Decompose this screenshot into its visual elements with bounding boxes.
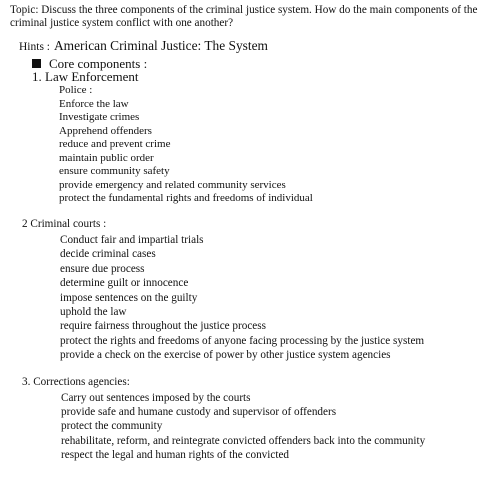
list-item: ensure community safety (59, 165, 170, 178)
list-item: maintain public order (59, 151, 154, 164)
list-item: provide safe and humane custody and supervisor of offenders (61, 406, 337, 419)
section-law-enforcement-list (59, 84, 313, 206)
section-criminal-courts-list (60, 233, 424, 363)
list-item: determine guilt or innocence (60, 277, 189, 290)
list-item: Enforce the law (59, 97, 129, 110)
list-item: require fairness throughout the justice process (60, 320, 266, 333)
list-item: uphold the law (60, 306, 127, 319)
hints-label: Hints : (19, 41, 50, 53)
list-item: protect the rights and freedoms of anyone facing processing by the justice system (60, 334, 425, 347)
section-criminal-courts-heading: 2 Criminal courts : (22, 218, 107, 230)
square-bullet-icon (32, 59, 41, 68)
list-item: Investigate crimes (59, 111, 140, 124)
section-law-enforcement-heading: 1. Law Enforcement (32, 69, 139, 84)
list-item: respect the legal and human rights of the convicted (61, 448, 290, 461)
section-corrections-heading: 3. Corrections agencies: (22, 376, 130, 388)
list-item: reduce and prevent crime (59, 138, 171, 151)
list-item: ensure due process (60, 262, 145, 275)
list-item: Carry out sentences imposed by the courts (61, 392, 251, 404)
list-item: protect the community (61, 420, 163, 433)
hints-text: American Criminal Justice: The System (54, 38, 268, 53)
list-item: rehabilitate, reform, and reintegrate convicted offenders back into the community (61, 434, 426, 447)
list-item: Police : (59, 84, 93, 96)
list-item: protect the fundamental rights and freedoms of individual (59, 192, 313, 205)
list-item: Apprehend offenders (59, 124, 152, 137)
section-corrections-list (61, 391, 425, 462)
list-item: decide criminal cases (60, 248, 156, 261)
list-item: provide emergency and related community services (59, 178, 286, 191)
hints-line (19, 37, 268, 55)
core-components-label: Core components : (49, 56, 148, 71)
list-item: provide a check on the exercise of power by other justice system agencies (60, 349, 391, 362)
list-item: Conduct fair and impartial trials (60, 234, 204, 246)
topic-text: Topic: Discuss the three components of the criminal justice system. How do the main components of the criminal justice system conflict with one another? (10, 4, 478, 30)
list-item: impose sentences on the guilty (60, 291, 198, 304)
